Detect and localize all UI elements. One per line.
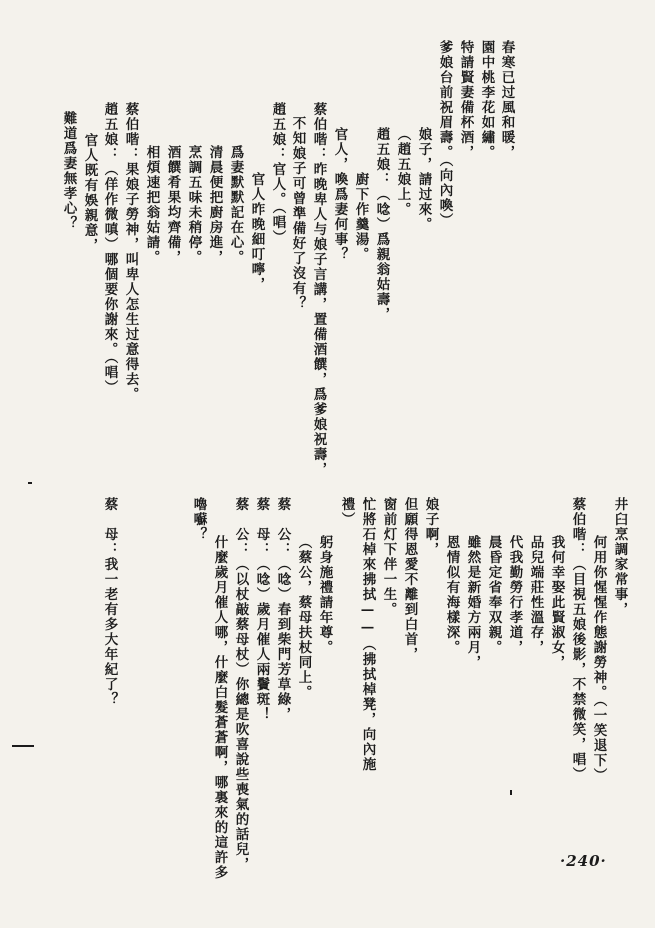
text-column: 井臼烹調家常事， (611, 497, 628, 617)
text-column: 恩情似有海樣深。 (443, 535, 460, 655)
text-column: 禮） (338, 497, 355, 527)
text-column: 我何幸娶此賢淑女， (548, 535, 565, 670)
text-column: 相煩速把翁姑請。 (143, 145, 160, 265)
text-column: 趙五娘：（佯作微嗔）哪個要你謝來。（唱） (101, 102, 118, 396)
text-column: 難道爲妻無孝心？ (60, 111, 77, 231)
text-column: 蔡 公：（以杖敲蔡母杖）你總是吹喜說些喪氣的話兒， (232, 497, 249, 872)
text-column: 但願得恩愛不離到白首， (401, 497, 418, 662)
text-column: 特請賢妻備杯酒， (457, 40, 474, 160)
text-column: （蔡公，蔡母扶杖同上。 (295, 535, 312, 700)
text-column: 窗前灯下伴一生。 (380, 497, 397, 617)
page-number: ·240· (560, 852, 607, 870)
text-column: 蔡伯喈：昨晚卑人与娘子言講，置備酒饌，爲爹娘祝壽， (310, 102, 327, 477)
text-column: 蔡伯喈：（目視五娘後影，不禁微笑，唱） (569, 497, 586, 782)
text-column: 官人昨晚細叮嚀， (248, 172, 265, 292)
text-column: 清晨便把廚房進， (206, 145, 223, 265)
text-column: 官人，喚爲妻何事？ (331, 127, 348, 262)
scan-mark (12, 745, 34, 747)
text-column: 春寒已过風和暖， (498, 40, 515, 160)
text-column: 代我勤勞行孝道， (506, 535, 523, 655)
text-column: 趙五娘：（唸）爲親翁姑壽， (373, 127, 390, 322)
text-column: 烹調五味未稍停。 (185, 145, 202, 265)
text-column: 不知娘子可曾準備好了沒有？ (289, 116, 306, 311)
text-column: 蔡 公：（唸）春到柴門芳草綠， (274, 497, 291, 722)
text-column: 雖然是新婚方兩月， (464, 535, 481, 670)
text-column: 爹娘台前祝眉壽。（向內喚） (436, 40, 453, 229)
text-column: 娘子啊， (422, 497, 439, 557)
text-column: 酒饌肴果均齊備， (164, 145, 181, 265)
text-column: 品兒端莊性溫存， (527, 535, 544, 655)
text-column: 忙將石棹來拂拭——（拂拭棹凳，向內施 (359, 497, 376, 772)
text-column: 晨昏定省奉双親。 (485, 535, 502, 655)
text-column: 娘子，請过來。 (415, 127, 432, 232)
text-column: 蔡 母：我一老有多大年紀了？ (101, 497, 118, 707)
text-column: 廚下作羹湯。 (352, 172, 369, 262)
text-column: 園中桃李花如繡。 (478, 40, 495, 160)
scan-mark (28, 482, 32, 484)
text-column: 蔡伯喈：果娘子勞神，叫卑人怎生过意得去。 (122, 102, 139, 402)
text-column: 爲妻默默記在心。 (227, 145, 244, 265)
text-column: 蔡 母：（唸）歲月催人兩鬢斑！ (253, 497, 270, 722)
text-column: 嚕囌？ (190, 497, 207, 542)
text-column: 官人既有娛親意， (81, 133, 98, 253)
scan-mark (510, 790, 512, 795)
text-column: （趙五娘上。 (394, 127, 411, 217)
text-column: 趙五娘：官人。（唱） (269, 102, 286, 246)
text-column: 何用你惺惺作態謝勞神。（一笑退下） (590, 535, 607, 784)
text-column: 躬身施禮請年尊。 (316, 535, 333, 655)
text-column: 什麼歲月催人哪，什麼白髮蒼蒼啊，哪裏來的這許多 (211, 535, 228, 880)
